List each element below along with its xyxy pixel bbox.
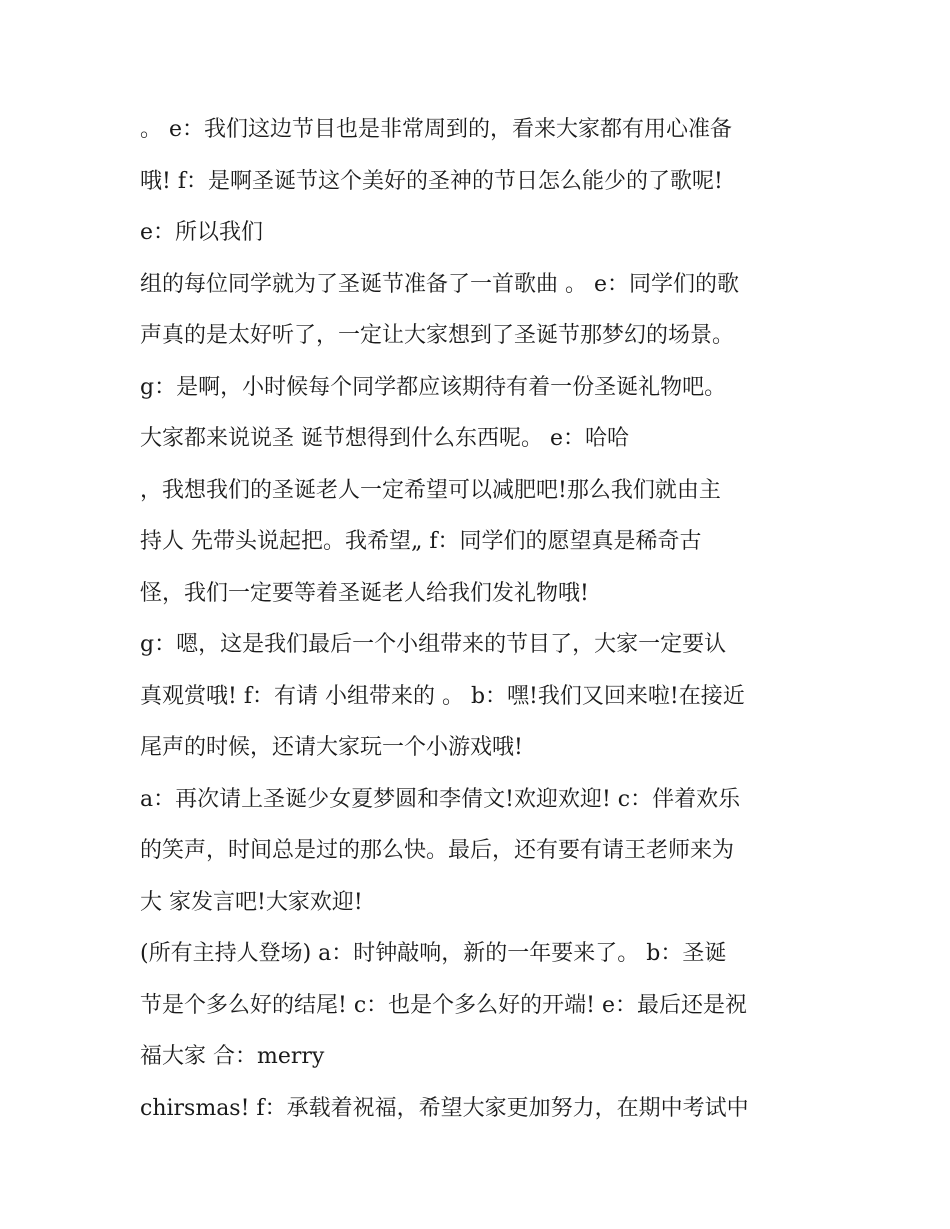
text-line: ，我想我们的圣诞老人一定希望可以减肥吧!那么我们就由主 — [140, 477, 721, 503]
text-line: e：所以我们 — [140, 220, 264, 245]
text-line: g：嗯，这是我们最后一个小组带来的节目了，大家一定要认 — [140, 632, 727, 657]
text-line: chirsmas! f：承载着祝福，希望大家更加努力，在期中考试中 — [140, 1095, 749, 1121]
text-line: 声真的是太好听了，一定让大家想到了圣诞节那梦幻的场景。 — [140, 323, 735, 348]
text-line: g：是啊，小时候每个同学都应该期待有着一份圣诞礼物吧。 — [140, 374, 727, 400]
text-line: 怪，我们一定要等着圣诞老人给我们发礼物哦! — [140, 580, 589, 606]
document-body — [140, 108, 820, 1138]
text-line: 大家都来说说圣 诞节想得到什么东西呢。 e：哈哈 — [140, 426, 630, 451]
text-line: 的笑声，时间总是过的那么快。最后，还有要有请王老师来为 — [140, 838, 735, 863]
text-line: 尾声的时候，还请大家玩一个小游戏哦! — [140, 735, 523, 760]
text-line: 节是个多么好的结尾! c：也是个多么好的开端! e：最后还是祝 — [140, 992, 748, 1018]
text-line: 真观赏哦! f：有请 小组带来的 。 b：嘿!我们又回来啦!在接近 — [140, 683, 745, 709]
text-line: 组的每位同学就为了圣诞节准备了一首歌曲 。 e：同学们的歌 — [140, 271, 740, 297]
text-line: 哦! f：是啊圣诞节这个美好的圣神的节日怎么能少的了歌呢! — [140, 168, 723, 194]
text-line: 持人 先带头说起把。我希望„ f：同学们的愿望真是稀奇古 — [140, 529, 702, 554]
text-line: 。 e：我们这边节目也是非常周到的，看来大家都有用心准备 — [140, 117, 733, 142]
text-line: a：再次请上圣诞少女夏梦圆和李倩文!欢迎欢迎! c：伴着欢乐 — [140, 786, 741, 812]
text-line: (所有主持人登场) a：时钟敲响，新的一年要来了。 b：圣诞 — [140, 941, 727, 966]
text-line: 福大家 合：merry — [140, 1044, 325, 1069]
text-line: 大 家发言吧!大家欢迎! — [140, 889, 363, 915]
